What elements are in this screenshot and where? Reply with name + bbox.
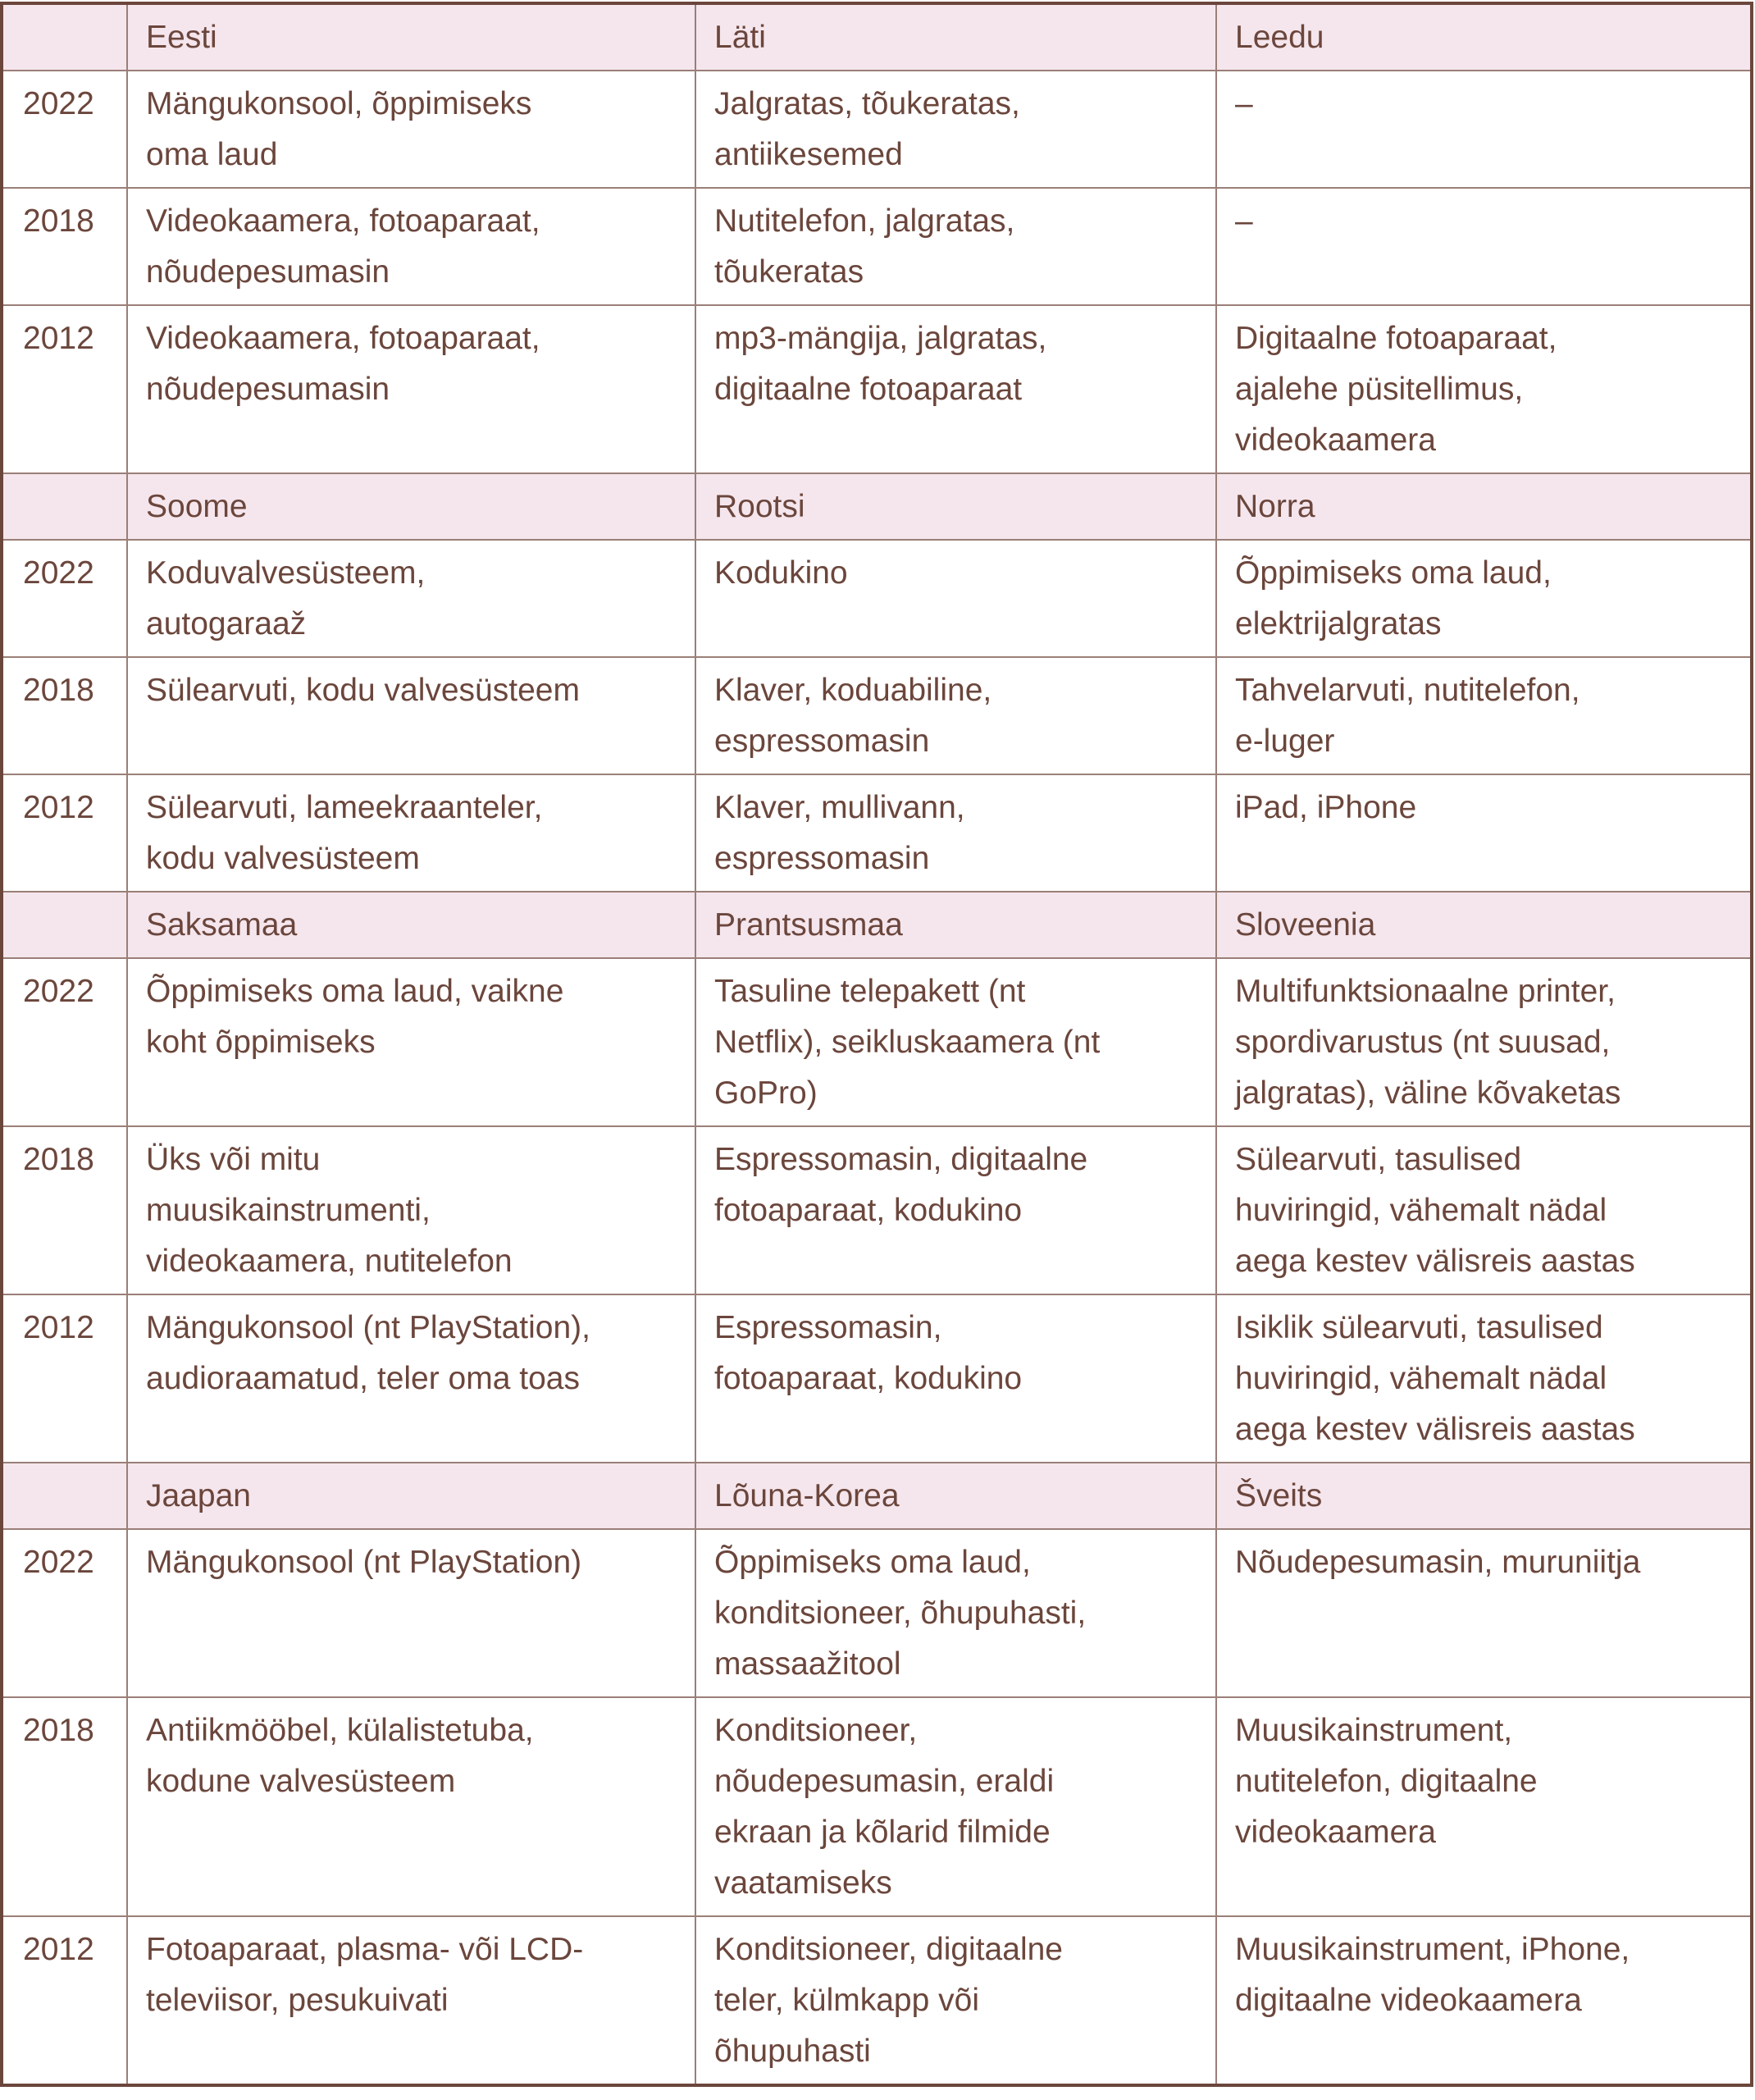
section-header-blank-cell [3,5,127,71]
country-name: Eesti [146,20,217,55]
section-header-blank-cell [3,473,127,540]
items-text-line: nõudepesumasin [146,372,390,407]
items-text-line: Isiklik sülearvuti, tasulised [1235,1310,1603,1345]
items-text-line: Muusikainstrument, iPhone, [1235,1932,1630,1967]
country-name: Leedu [1235,20,1324,55]
items-text-line: Netflix), seikluskaamera (nt [714,1025,1101,1060]
year-label: 2018 [23,203,94,239]
country-name: Sloveenia [1235,907,1376,943]
items-text-line: ajalehe püsitellimus, [1235,372,1524,407]
section-header-blank-cell [3,892,127,958]
items-cell [1216,1916,1750,2084]
year-label: 2022 [23,974,94,1009]
country-header-cell [127,892,695,958]
items-text-line: GoPro) [714,1075,818,1111]
items-text-line: fotoaparaat, kodukino [714,1361,1023,1396]
comparison-table [0,2,1753,2087]
year-cell [3,1529,127,1697]
year-label: 2018 [23,1713,94,1748]
section-header-blank-cell [3,1463,127,1529]
items-text-line: Õppimiseks oma laud, [1235,555,1552,591]
country-name: Lõuna-Korea [714,1478,900,1513]
items-cell [1216,1529,1750,1697]
year-label: 2018 [23,673,94,708]
items-text-line: digitaalne videokaamera [1235,1983,1582,2018]
items-cell [695,1126,1216,1294]
table-row [3,540,1750,657]
items-text-line: Kodukino [714,555,848,591]
country-header-cell [1216,892,1750,958]
country-header-cell [695,892,1216,958]
items-text-line: Videokaamera, fotoaparaat, [146,203,540,239]
items-text-line: huviringid, vähemalt nädal [1235,1193,1607,1228]
year-cell [3,774,127,892]
country-name: Rootsi [714,489,805,524]
section-header-row [3,5,1750,71]
items-cell [127,958,695,1126]
items-cell [127,657,695,774]
year-cell [3,1697,127,1916]
items-text-line: Tasuline telepakett (nt [714,974,1026,1009]
items-text-line: Mängukonsool, õppimiseks [146,86,532,121]
items-text-line: muusikainstrumenti, [146,1193,431,1228]
items-text-line: Koduvalvesüsteem, [146,555,426,591]
items-text-line: videokaamera [1235,422,1436,458]
items-text-line: teler, külmkapp või [714,1983,979,2018]
items-cell [1216,1294,1750,1463]
items-cell [127,71,695,188]
items-text-line: koht õppimiseks [146,1025,376,1060]
year-label: 2012 [23,1310,94,1345]
items-text-line: mp3-mängija, jalgratas, [714,321,1047,356]
items-cell [695,540,1216,657]
table-row [3,1294,1750,1463]
items-text-line: – [1235,203,1253,239]
items-text-line: espressomasin [714,841,930,876]
items-cell [695,305,1216,473]
items-text-line: Nutitelefon, jalgratas, [714,203,1015,239]
items-cell [127,1697,695,1916]
items-text-line: Sülearvuti, tasulised [1235,1142,1522,1177]
country-header-cell [1216,473,1750,540]
year-label: 2022 [23,86,94,121]
items-text-line: audioraamatud, teler oma toas [146,1361,580,1396]
table-row [3,1126,1750,1294]
items-text-line: autogaraaž [146,606,307,641]
country-header-cell [695,473,1216,540]
items-cell [1216,540,1750,657]
items-text-line: Tahvelarvuti, nutitelefon, [1235,673,1580,708]
items-text-line: Espressomasin, digitaalne [714,1142,1088,1177]
table-row [3,71,1750,188]
items-cell [695,188,1216,305]
items-cell [127,774,695,892]
items-text-line: aega kestev välisreis aastas [1235,1244,1635,1279]
country-name: Jaapan [146,1478,251,1513]
country-name: Šveits [1235,1478,1323,1513]
items-text-line: Mängukonsool (nt PlayStation), [146,1310,590,1345]
items-text-line: elektrijalgratas [1235,606,1442,641]
year-cell [3,1126,127,1294]
items-cell [127,1916,695,2084]
table-grid [3,5,1750,2084]
section-header-row [3,1463,1750,1529]
items-text-line: Jalgratas, tõukeratas, [714,86,1020,121]
items-cell [1216,1126,1750,1294]
items-cell [695,1916,1216,2084]
table-body [3,5,1750,2084]
items-text-line: Sülearvuti, lameekraanteler, [146,790,543,825]
items-cell [1216,305,1750,473]
year-label: 2022 [23,1545,94,1580]
items-text-line: õhupuhasti [714,2034,871,2069]
country-header-cell [695,1463,1216,1529]
country-header-cell [127,1463,695,1529]
items-text-line: videokaamera [1235,1815,1436,1850]
items-cell [695,958,1216,1126]
year-label: 2012 [23,321,94,356]
items-cell [1216,657,1750,774]
table-row [3,305,1750,473]
items-text-line: fotoaparaat, kodukino [714,1193,1023,1228]
items-cell [127,188,695,305]
country-header-cell [127,5,695,71]
table-row [3,188,1750,305]
items-text-line: nõudepesumasin, eraldi [714,1764,1055,1799]
items-text-line: massaažitool [714,1646,901,1682]
items-cell [127,1294,695,1463]
items-cell [695,657,1216,774]
items-text-line: espressomasin [714,724,930,759]
items-text-line: e-luger [1235,724,1335,759]
items-text-line: Mängukonsool (nt PlayStation) [146,1545,582,1580]
items-text-line: Digitaalne fotoaparaat, [1235,321,1557,356]
items-text-line: videokaamera, nutitelefon [146,1244,513,1279]
items-text-line: Õppimiseks oma laud, [714,1545,1031,1580]
items-cell [695,774,1216,892]
items-text-line: spordivarustus (nt suusad, [1235,1025,1611,1060]
items-text-line: Antiikmööbel, külalistetuba, [146,1713,534,1748]
items-text-line: jalgratas), väline kõvaketas [1235,1075,1621,1111]
year-cell [3,71,127,188]
items-text-line: Sülearvuti, kodu valvesüsteem [146,673,580,708]
items-cell [127,305,695,473]
country-name: Norra [1235,489,1315,524]
items-text-line: Muusikainstrument, [1235,1713,1513,1748]
items-cell [695,1294,1216,1463]
items-text-line: antiikesemed [714,137,903,172]
items-text-line: – [1235,86,1253,121]
items-text-line: oma laud [146,137,278,172]
items-text-line: tõukeratas [714,254,864,290]
items-text-line: Üks või mitu [146,1142,321,1177]
items-cell [1216,71,1750,188]
items-text-line: huviringid, vähemalt nädal [1235,1361,1607,1396]
items-text-line: aega kestev välisreis aastas [1235,1412,1635,1447]
country-header-cell [127,473,695,540]
items-text-line: kodu valvesüsteem [146,841,420,876]
year-label: 2018 [23,1142,94,1177]
table-row [3,1916,1750,2084]
items-cell [127,1529,695,1697]
country-header-cell [695,5,1216,71]
items-text-line: Konditsioneer, digitaalne [714,1932,1063,1967]
items-text-line: Õppimiseks oma laud, vaikne [146,974,564,1009]
items-cell [695,1529,1216,1697]
items-text-line: iPad, iPhone [1235,790,1417,825]
year-label: 2012 [23,1932,94,1967]
country-name: Prantsusmaa [714,907,903,943]
items-text-line: nutitelefon, digitaalne [1235,1764,1538,1799]
items-text-line: digitaalne fotoaparaat [714,372,1023,407]
year-label: 2012 [23,790,94,825]
items-cell [1216,774,1750,892]
items-text-line: vaatamiseks [714,1865,892,1901]
table-row [3,657,1750,774]
country-header-cell [1216,5,1750,71]
table-row [3,958,1750,1126]
items-cell [127,540,695,657]
country-name: Soome [146,489,248,524]
year-cell [3,305,127,473]
items-text-line: Nõudepesumasin, muruniitja [1235,1545,1641,1580]
items-text-line: Konditsioneer, [714,1713,918,1748]
items-text-line: Fotoaparaat, plasma- või LCD- [146,1932,584,1967]
year-cell [3,188,127,305]
table-row [3,1697,1750,1916]
year-cell [3,540,127,657]
country-name: Saksamaa [146,907,298,943]
items-text-line: Klaver, koduabiline, [714,673,992,708]
items-cell [127,1126,695,1294]
year-cell [3,958,127,1126]
country-header-cell [1216,1463,1750,1529]
items-text-line: Multifunktsionaalne printer, [1235,974,1616,1009]
table-row [3,1529,1750,1697]
table-row [3,774,1750,892]
items-text-line: konditsioneer, õhupuhasti, [714,1596,1087,1631]
section-header-row [3,473,1750,540]
items-cell [1216,1697,1750,1916]
year-cell [3,657,127,774]
items-cell [695,71,1216,188]
items-cell [1216,188,1750,305]
items-text-line: ekraan ja kõlarid filmide [714,1815,1051,1850]
items-text-line: Videokaamera, fotoaparaat, [146,321,540,356]
year-cell [3,1916,127,2084]
items-text-line: nõudepesumasin [146,254,390,290]
items-cell [1216,958,1750,1126]
items-cell [695,1697,1216,1916]
year-label: 2022 [23,555,94,591]
items-text-line: kodune valvesüsteem [146,1764,456,1799]
section-header-row [3,892,1750,958]
items-text-line: Espressomasin, [714,1310,942,1345]
year-cell [3,1294,127,1463]
items-text-line: televiisor, pesukuivati [146,1983,449,2018]
country-name: Läti [714,20,766,55]
items-text-line: Klaver, mullivann, [714,790,965,825]
